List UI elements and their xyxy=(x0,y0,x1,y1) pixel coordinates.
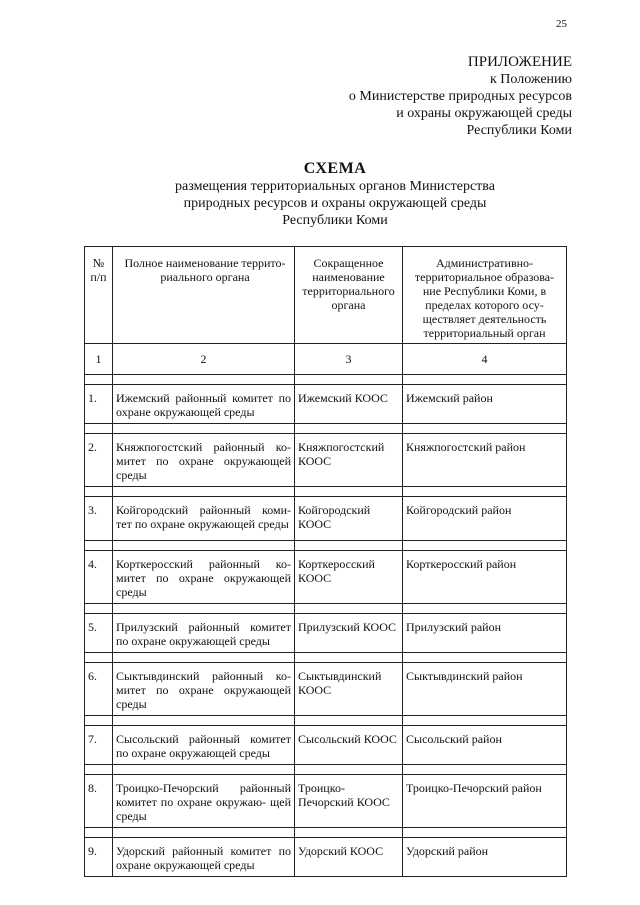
spacer-cell xyxy=(403,765,567,775)
column-number: 2 xyxy=(113,344,295,375)
spacer-cell xyxy=(403,828,567,838)
spacer-cell xyxy=(113,765,295,775)
spacer-cell xyxy=(113,424,295,434)
area-cell: Ижемский район xyxy=(403,385,567,424)
spacer-cell xyxy=(85,716,113,726)
spacer-cell xyxy=(403,716,567,726)
spacer-cell xyxy=(113,541,295,551)
full-name-cell: Прилузский районный комитет по охране окружающей среды xyxy=(113,614,295,653)
row-number: 3. xyxy=(85,497,113,541)
row-number: 7. xyxy=(85,726,113,765)
table-row xyxy=(85,614,567,653)
spacer-cell xyxy=(403,541,567,551)
page-number: 25 xyxy=(556,18,567,30)
spacer-cell xyxy=(295,765,403,775)
column-number: 3 xyxy=(295,344,403,375)
heading-line: природных ресурсов и охраны окружающей среды xyxy=(183,196,487,211)
spacer-cell xyxy=(85,828,113,838)
short-name-cell: Прилузский КООС xyxy=(295,614,403,653)
row-spacer xyxy=(85,541,567,551)
spacer-cell xyxy=(85,653,113,663)
heading-line: Республики Коми xyxy=(282,213,388,228)
spacer-cell xyxy=(85,487,113,497)
area-cell: Троицко-Печорский район xyxy=(403,775,567,828)
spacer-cell xyxy=(113,828,295,838)
full-name-cell: Сыктывдинский районный ко- митет по охране окружающей среды xyxy=(113,663,295,716)
header-number: № п/п xyxy=(85,247,113,344)
spacer-cell xyxy=(295,375,403,385)
area-cell: Койгородский район xyxy=(403,497,567,541)
short-name-cell: Корткеросский КООС xyxy=(295,551,403,604)
short-name-cell: Сысольский КООС xyxy=(295,726,403,765)
table-body xyxy=(85,344,567,877)
appendix-line: Республики Коми xyxy=(466,123,572,138)
row-spacer xyxy=(85,604,567,614)
spacer-cell xyxy=(113,375,295,385)
row-number: 5. xyxy=(85,614,113,653)
row-spacer xyxy=(85,828,567,838)
row-spacer xyxy=(85,765,567,775)
spacer-cell xyxy=(85,541,113,551)
header-short-name: Сокращенное наименование территориального органа xyxy=(295,247,403,344)
table-row xyxy=(85,775,567,828)
spacer-cell xyxy=(403,424,567,434)
spacer-cell xyxy=(295,716,403,726)
short-name-cell: Койгородский КООС xyxy=(295,497,403,541)
document-title: СХЕМА xyxy=(303,160,367,177)
row-spacer xyxy=(85,653,567,663)
spacer-cell xyxy=(403,604,567,614)
spacer-cell xyxy=(85,604,113,614)
spacer-cell xyxy=(113,604,295,614)
appendix-line: и охраны окружающей среды xyxy=(396,106,572,121)
spacer-cell xyxy=(295,653,403,663)
table-row xyxy=(85,726,567,765)
column-number: 4 xyxy=(403,344,567,375)
full-name-cell: Ижемский районный комитет по охране окружающей среды xyxy=(113,385,295,424)
appendix-header: ПРИЛОЖЕНИЕ xyxy=(467,54,572,70)
area-cell: Княжпогостский район xyxy=(403,434,567,487)
row-number: 1. xyxy=(85,385,113,424)
heading-line: размещения территориальных органов Министерства xyxy=(175,179,495,194)
table-row xyxy=(85,551,567,604)
row-number: 9. xyxy=(85,838,113,877)
area-cell: Сысольский район xyxy=(403,726,567,765)
spacer-cell xyxy=(295,424,403,434)
spacer-cell xyxy=(113,716,295,726)
row-number: 8. xyxy=(85,775,113,828)
row-number: 4. xyxy=(85,551,113,604)
area-cell: Удорский район xyxy=(403,838,567,877)
short-name-cell: Ижемский КООС xyxy=(295,385,403,424)
short-name-cell: Сыктывдинский КООС xyxy=(295,663,403,716)
full-name-cell: Троицко-Печорский районный комитет по охране окружаю- щей среды xyxy=(113,775,295,828)
full-name-cell: Сысольский районный комитет по охране окружающей среды xyxy=(113,726,295,765)
full-name-cell: Княжпогостский районный ко- митет по охране окружающей среды xyxy=(113,434,295,487)
row-spacer xyxy=(85,375,567,385)
spacer-cell xyxy=(295,487,403,497)
table-row xyxy=(85,663,567,716)
organs-table xyxy=(84,246,567,877)
header-area: Административно- территориальное образова- ние Республики Коми, в пределах которого осу- ществляет деятельность территориальный орган xyxy=(403,247,567,344)
table-row xyxy=(85,434,567,487)
spacer-cell xyxy=(295,541,403,551)
column-number: 1 xyxy=(85,344,113,375)
area-cell: Прилузский район xyxy=(403,614,567,653)
table-row xyxy=(85,385,567,424)
spacer-cell xyxy=(403,375,567,385)
row-spacer xyxy=(85,716,567,726)
column-number-row xyxy=(85,344,567,375)
spacer-cell xyxy=(85,424,113,434)
row-spacer xyxy=(85,487,567,497)
document-heading xyxy=(95,160,575,229)
table-row xyxy=(85,838,567,877)
spacer-cell xyxy=(85,765,113,775)
row-number: 2. xyxy=(85,434,113,487)
header-full-name: Полное наименование террито- риального органа xyxy=(113,247,295,344)
spacer-cell xyxy=(403,487,567,497)
short-name-cell: Удорский КООС xyxy=(295,838,403,877)
spacer-cell xyxy=(113,487,295,497)
spacer-cell xyxy=(295,604,403,614)
full-name-cell: Койгородский районный коми- тет по охране окружающей среды xyxy=(113,497,295,541)
spacer-cell xyxy=(295,828,403,838)
area-cell: Сыктывдинский район xyxy=(403,663,567,716)
appendix-line: о Министерстве природных ресурсов xyxy=(348,89,572,104)
spacer-cell xyxy=(85,375,113,385)
row-spacer xyxy=(85,424,567,434)
short-name-cell: Княжпогостский КООС xyxy=(295,434,403,487)
full-name-cell: Удорский районный комитет по охране окружающей среды xyxy=(113,838,295,877)
full-name-cell: Корткеросский районный ко- митет по охране окружающей среды xyxy=(113,551,295,604)
area-cell: Корткеросский район xyxy=(403,551,567,604)
short-name-cell: Троицко- Печорский КООС xyxy=(295,775,403,828)
appendix-line: к Положению xyxy=(489,72,572,87)
appendix-block xyxy=(252,54,572,139)
table-row xyxy=(85,497,567,541)
table-header-row xyxy=(85,247,567,344)
spacer-cell xyxy=(113,653,295,663)
row-number: 6. xyxy=(85,663,113,716)
spacer-cell xyxy=(403,653,567,663)
